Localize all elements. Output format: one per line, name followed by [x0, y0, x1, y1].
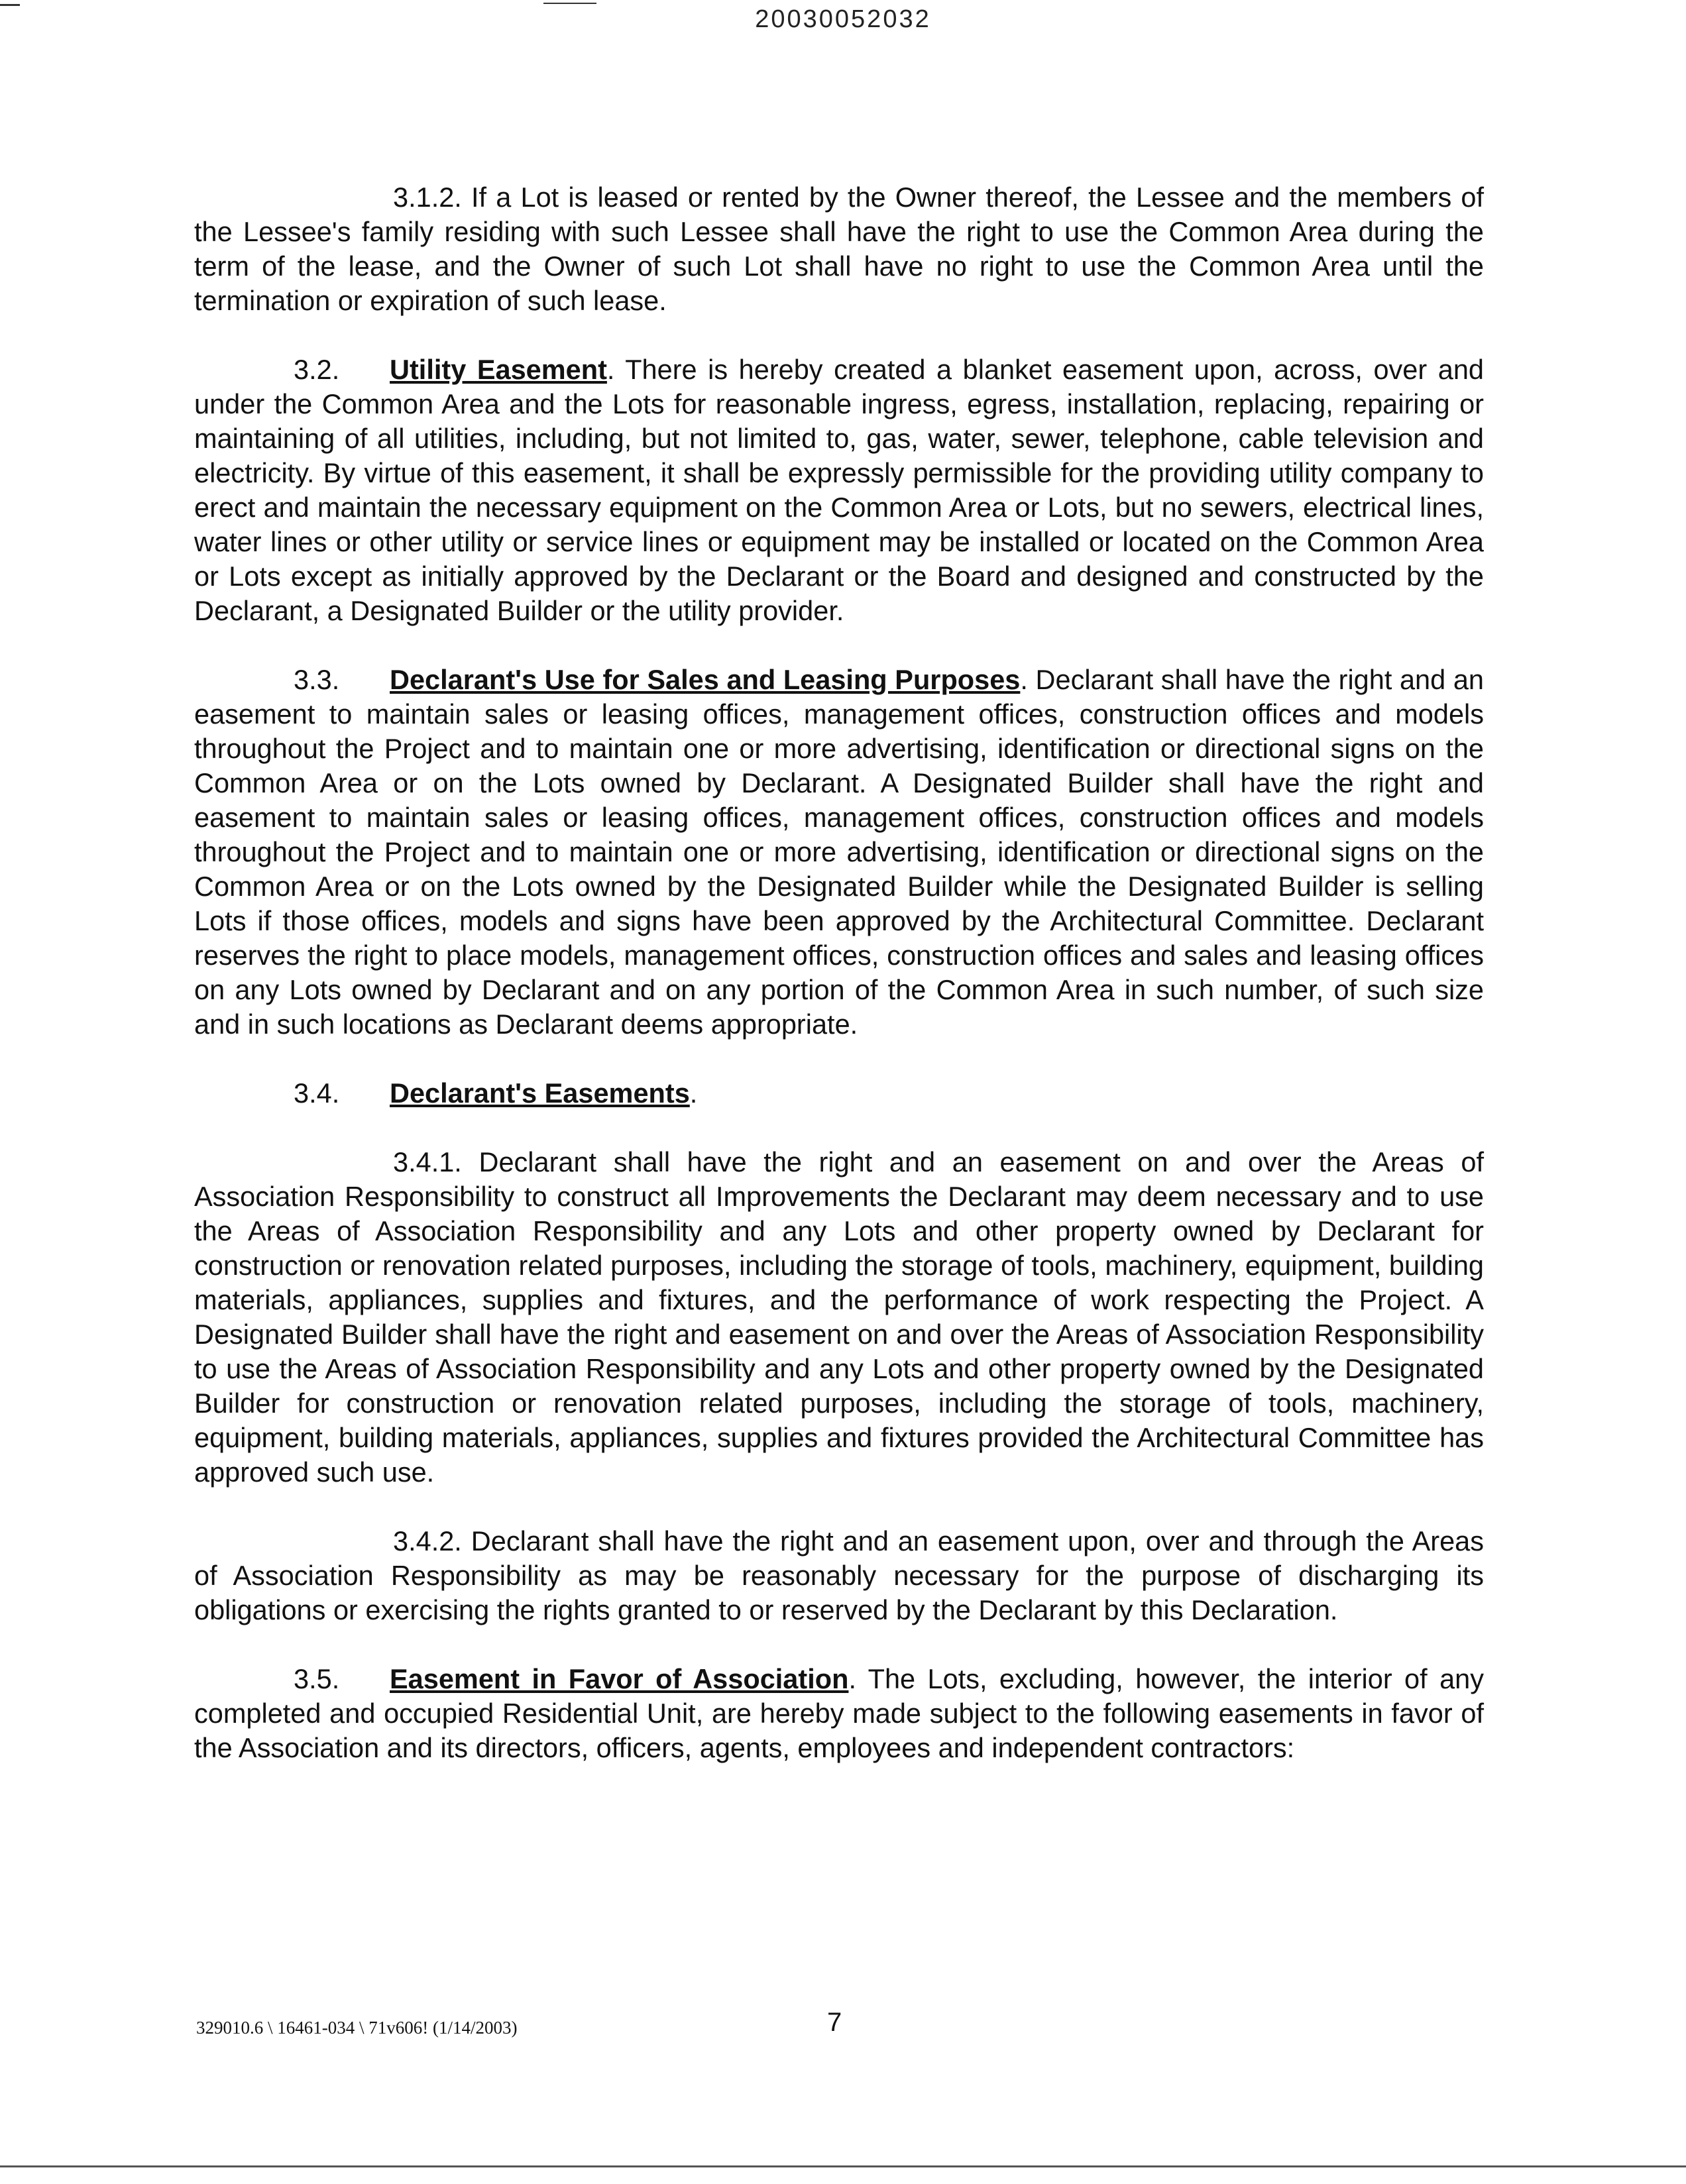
section-heading: Easement in Favor of Association: [390, 1663, 849, 1694]
section-text: . Declarant shall have the right and an easement to maintain sales or leasing offices, management offices, construction offices and models throughout the Project and to maintain one or more advertising, identification or directional signs on the Common Area or on the Lots owned by Declarant. A Designated Builder shall have the right and easement to maintain sales or leasing offices, management offices, construction offices and models throughout the Project and to maintain one or more advertising, identification or directional signs on the Common Area or on the Lots owned by the Designated Builder while the Designated Builder is selling Lots if those offices, models and signs have been approved by the Architectural Committee. Declarant reserves the right to place models, management offices, construction offices and sales and leasing offices on any Lots owned by Declarant and on any portion of the Common Area in such number, of such size and in such locations as Declarant deems appropriate.: [194, 664, 1484, 1040]
section-3-2: [194, 353, 1484, 628]
section-text: Declarant shall have the right and an easement on and over the Areas of Association Responsibility to construct all Improvements the Declarant may deem necessary and to use the Areas of Association Responsibility and any Lots and other property owned by Declarant for construction or renovation related purposes, including the storage of tools, machinery, equipment, building materials, appliances, supplies and fixtures, and the performance of work respecting the Project. A Designated Builder shall have the right and easement on and over the Areas of Association Responsibility to use the Areas of Association Responsibility and any Lots and other property owned by the Designated Builder for construction or renovation related purposes, including the storage of tools, machinery, equipment, building materials, appliances, supplies and fixtures provided the Architectural Committee has approved such use.: [194, 1146, 1484, 1488]
section-number: 3.4.2.: [393, 1525, 462, 1556]
section-text: If a Lot is leased or rented by the Owner thereof, the Lessee and the members of the Lessee's family residing with such Lessee shall have the right to use the Common Area during the term of the lease, and the Owner of such Lot shall have no right to use the Common Area until the termination or expiration of such lease.: [194, 182, 1485, 316]
footer-document-code: 329010.6 \ 16461-034 \ 71v606! (1/14/2003): [196, 2018, 518, 2038]
section-3-4: [194, 1076, 1484, 1111]
section-heading: Declarant's Easements: [390, 1077, 690, 1109]
section-text: . The Lots, excluding, however, the interior of any completed and occupied Residential Unit, are hereby made subject to the following easements in favor of the Association and its directors, officers, agents, employees and independent contractors:: [194, 1663, 1484, 1763]
scan-artifact: [543, 3, 596, 4]
section-3-4-1: [194, 1145, 1484, 1490]
section-3-1-2: [194, 180, 1484, 318]
section-3-5: [194, 1662, 1484, 1765]
page-number: 7: [827, 2008, 842, 2037]
document-body: [194, 180, 1484, 1800]
bottom-scan-line: [0, 2165, 1686, 2167]
section-number: 3.4.1.: [393, 1146, 462, 1177]
section-number: 3.1.2.: [393, 182, 462, 213]
section-heading: Utility Easement: [390, 354, 607, 385]
document-number: 20030052032: [755, 5, 931, 33]
section-number: 3.2.: [294, 354, 340, 385]
section-heading: Declarant's Use for Sales and Leasing Purposes: [390, 664, 1021, 695]
section-text: .: [689, 1077, 698, 1109]
section-number: 3.4.: [294, 1077, 340, 1109]
section-3-3: [194, 663, 1484, 1042]
section-number: 3.5.: [294, 1663, 340, 1694]
section-number: 3.3.: [294, 664, 340, 695]
section-3-4-2: [194, 1524, 1484, 1627]
section-text: . There is hereby created a blanket easement upon, across, over and under the Common Area and the Lots for reasonable ingress, egress, installation, replacing, repairing or maintaining of all utilities, including, but not limited to, gas, water, sewer, telephone, cable television and electricity. By virtue of this easement, it shall be expressly permissible for the providing utility company to erect and maintain the necessary equipment on the Common Area or Lots, but no sewers, electrical lines, water lines or other utility or service lines or equipment may be installed or located on the Common Area or Lots except as initially approved by the Declarant or the Board and designed and constructed by the Declarant, a Designated Builder or the utility provider.: [194, 354, 1484, 626]
section-text: Declarant shall have the right and an easement upon, over and through the Areas of Association Responsibility as may be reasonably necessary for the purpose of discharging its obligations or exercising the rights granted to or reserved by the Declarant by this Declaration.: [194, 1525, 1485, 1625]
